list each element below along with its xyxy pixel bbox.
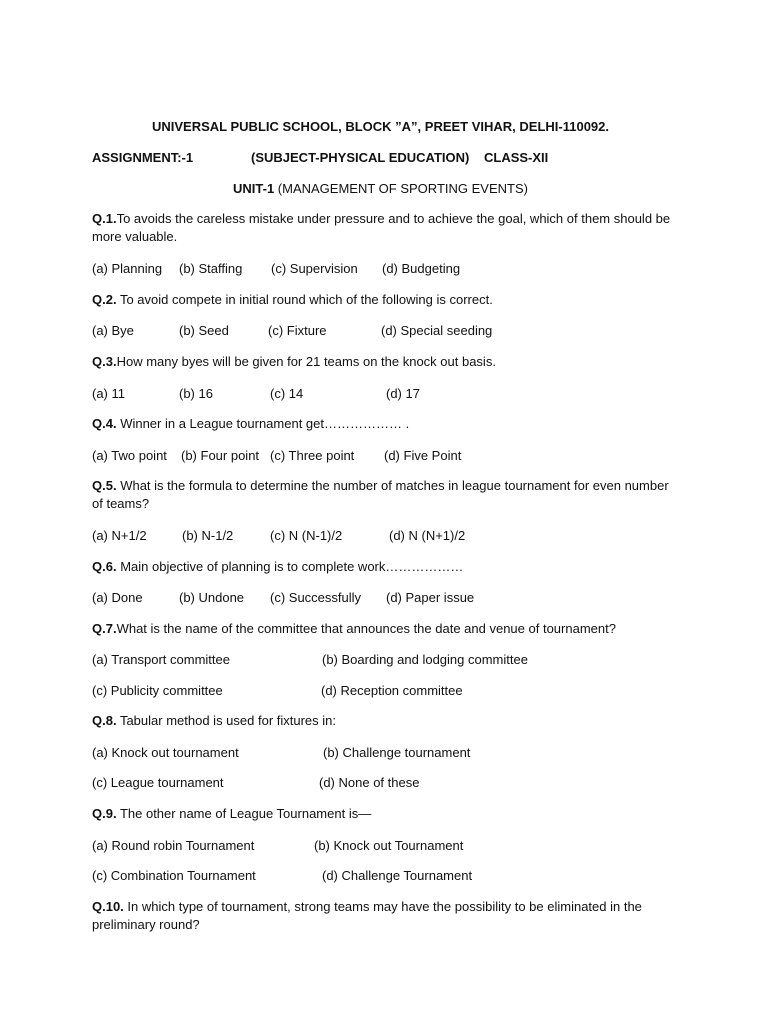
option-b: (b) Undone <box>179 590 245 605</box>
option-b: (b) Staffing <box>179 261 243 276</box>
subject-label: (SUBJECT-PHYSICAL EDUCATION) <box>251 150 470 165</box>
question-6 <box>92 558 682 576</box>
option-a: (a) Bye <box>92 323 134 338</box>
option-a: (a) Round robin Tournament <box>92 838 255 853</box>
question-1 <box>92 210 682 246</box>
question-number: Q.5. <box>92 478 117 493</box>
option-c: (c) Supervision <box>271 261 358 276</box>
option-c: (c) Three point <box>270 448 355 463</box>
option-d: (d) Reception committee <box>321 683 463 698</box>
option-a: (a) Knock out tournament <box>92 745 239 760</box>
question-9 <box>92 805 682 823</box>
option-b: (b) 16 <box>179 386 213 401</box>
option-c: (c) Combination Tournament <box>92 868 256 883</box>
question-text: What is the name of the committee that announces the date and venue of tournament? <box>116 621 616 636</box>
option-d: (d) 17 <box>386 386 420 401</box>
question-number: Q.1. <box>92 211 117 226</box>
question-text: How many byes will be given for 21 teams on the knock out basis. <box>116 354 496 369</box>
question-number: Q.2. <box>92 292 117 307</box>
option-a: (a) Done <box>92 590 143 605</box>
question-number: Q.4. <box>92 416 117 431</box>
question-text: In which type of tournament, strong teams may have the possibility to be eliminated in the preliminary round? <box>92 899 642 932</box>
unit-title: (MANAGEMENT OF SPORTING EVENTS) <box>277 181 528 196</box>
option-c: (c) Fixture <box>268 323 327 338</box>
option-b: (b) Challenge tournament <box>323 745 471 760</box>
question-number: Q.8. <box>92 713 117 728</box>
question-text: What is the formula to determine the number of matches in league tournament for even number of teams? <box>92 478 669 511</box>
question-4 <box>92 415 682 433</box>
question-number: Q.9. <box>92 806 117 821</box>
school-name: UNIVERSAL PUBLIC SCHOOL, BLOCK ”A”, PREET VIHAR, DELHI-110092. <box>152 119 609 134</box>
option-c: (c) League tournament <box>92 775 224 790</box>
option-c: (c) 14 <box>270 386 304 401</box>
option-b: (b) Knock out Tournament <box>314 838 464 853</box>
question-text: To avoid compete in initial round which of the following is correct. <box>116 292 493 307</box>
option-a: (a) Transport committee <box>92 652 230 667</box>
question-2 <box>92 291 682 309</box>
option-a: (a) Planning <box>92 261 163 276</box>
unit-heading <box>233 180 528 198</box>
option-b: (b) N-1/2 <box>182 528 234 543</box>
assignment-label: ASSIGNMENT:-1 <box>92 150 194 165</box>
option-d: (d) Paper issue <box>386 590 475 605</box>
question-text: To avoids the careless mistake under pressure and to achieve the goal, which of them should be more valuable. <box>92 211 671 244</box>
option-a: (a) N+1/2 <box>92 528 147 543</box>
option-c: (c) Publicity committee <box>92 683 223 698</box>
question-number: Q.7. <box>92 621 117 636</box>
question-5 <box>92 477 682 513</box>
question-text: Main objective of planning is to complete work……………… <box>116 559 464 574</box>
option-d: (d) Five Point <box>384 448 462 463</box>
option-d: (d) N (N+1)/2 <box>389 528 466 543</box>
option-b: (b) Boarding and lodging committee <box>322 652 528 667</box>
option-a: (a) 11 <box>92 386 125 401</box>
question-number: Q.10. <box>92 899 124 914</box>
question-10 <box>92 898 682 934</box>
option-c: (c) N (N-1)/2 <box>270 528 343 543</box>
question-3 <box>92 353 682 371</box>
option-d: (d) None of these <box>319 775 420 790</box>
option-b: (b) Seed <box>179 323 229 338</box>
question-number: Q.6. <box>92 559 117 574</box>
option-d: (d) Challenge Tournament <box>322 868 473 883</box>
class-label: CLASS-XII <box>484 150 549 165</box>
question-8 <box>92 712 682 730</box>
unit-label: UNIT-1 <box>233 181 275 196</box>
question-text: Tabular method is used for fixtures in: <box>116 713 337 728</box>
option-a: (a) Two point <box>92 448 167 463</box>
question-text: The other name of League Tournament is— <box>116 806 372 821</box>
question-7 <box>92 620 682 638</box>
question-text: Winner in a League tournament get……………… . <box>116 416 410 431</box>
option-c: (c) Successfully <box>270 590 362 605</box>
question-number: Q.3. <box>92 354 117 369</box>
option-b: (b) Four point <box>181 448 260 463</box>
option-d: (d) Special seeding <box>381 323 493 338</box>
option-d: (d) Budgeting <box>382 261 461 276</box>
